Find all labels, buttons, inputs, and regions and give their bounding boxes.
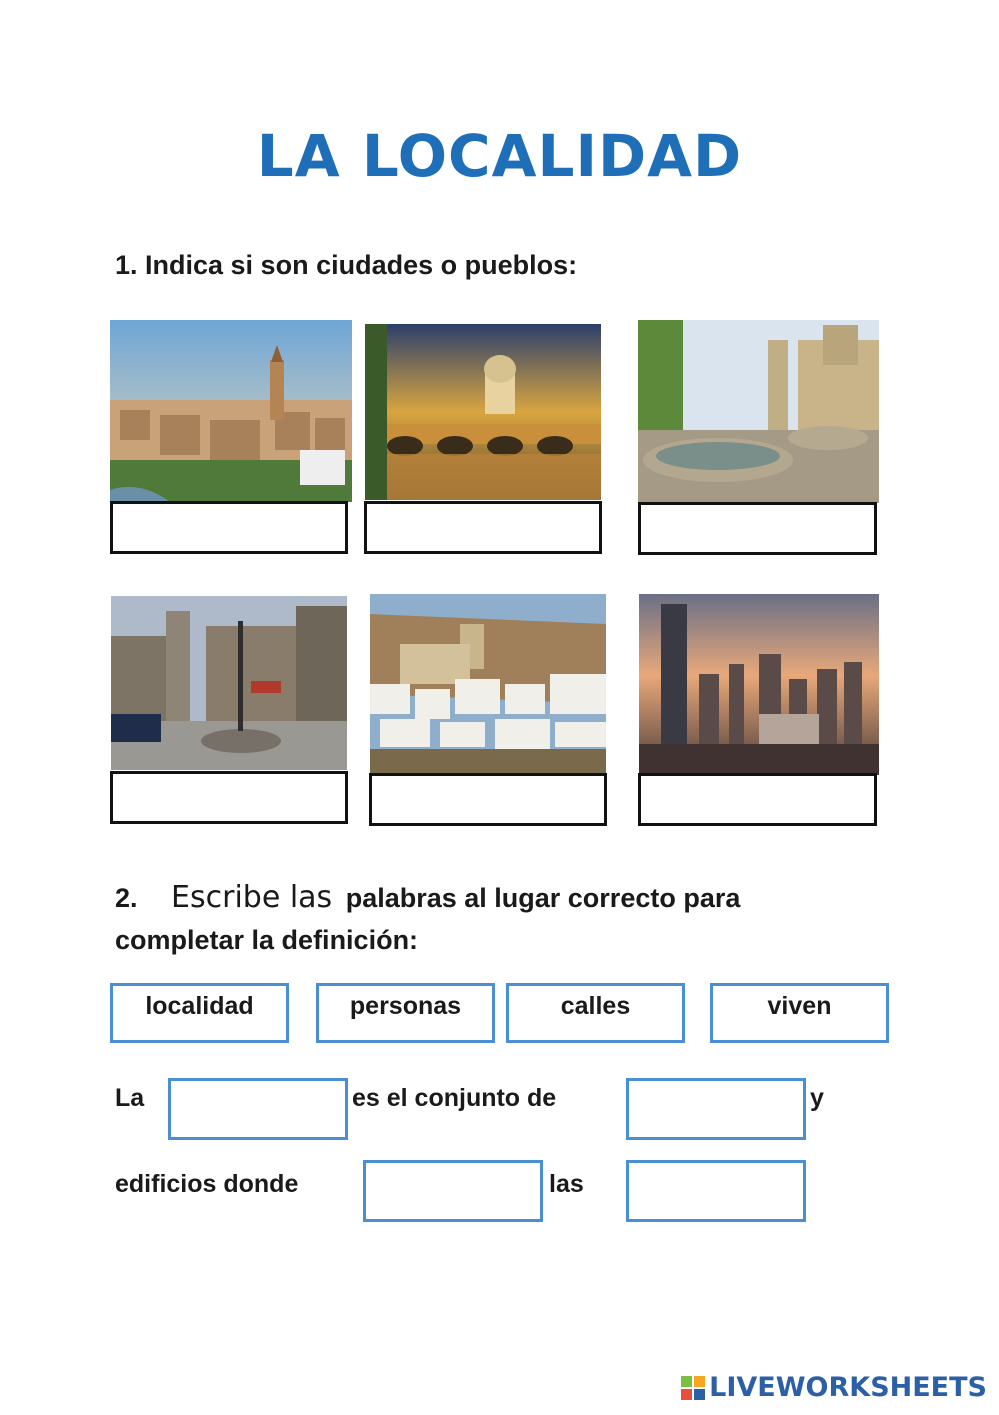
word-chip-viven[interactable]: viven: [710, 983, 889, 1043]
word-chip-localidad[interactable]: localidad: [110, 983, 289, 1043]
word-chip-calles[interactable]: calles: [506, 983, 685, 1043]
city-panorama-image: [110, 320, 352, 502]
village-fountain-image: [638, 320, 879, 503]
sentence-phrase-edificios: edificios donde: [115, 1170, 299, 1198]
answer-box-6[interactable]: [638, 773, 877, 826]
sentence-phrase-conjunto: es el conjunto de: [352, 1084, 557, 1112]
sentence-word-las: las: [549, 1170, 584, 1198]
question-2-number: 2.: [115, 883, 138, 913]
blank-box-3[interactable]: [363, 1160, 543, 1222]
hillside-town-image: [370, 594, 606, 774]
skyline-sunset-image: [639, 594, 879, 775]
blank-box-2[interactable]: [626, 1078, 806, 1140]
sentence-word-y: y: [810, 1084, 824, 1112]
word-chip-personas[interactable]: personas: [316, 983, 495, 1043]
blank-box-1[interactable]: [168, 1078, 348, 1140]
sentence-word-la: La: [115, 1084, 145, 1112]
answer-box-3[interactable]: [638, 502, 877, 555]
answer-box-4[interactable]: [110, 771, 348, 824]
liveworksheets-logo: [681, 1372, 987, 1403]
liveworksheets-logo-text: LIVEWORKSHEETS: [709, 1372, 987, 1403]
question-2-heading: [115, 880, 895, 915]
question-1-heading: 1. Indica si son ciudades o pueblos:: [115, 250, 578, 280]
liveworksheets-logo-icon: [681, 1376, 705, 1400]
village-square-image: [111, 596, 347, 770]
question-2-heading-rest: palabras al lugar correcto para: [345, 883, 741, 913]
question-2-lead: Escribe las: [171, 880, 333, 915]
question-2-heading-line2: completar la definición:: [115, 925, 419, 955]
answer-box-1[interactable]: [110, 501, 348, 554]
answer-box-5[interactable]: [369, 773, 607, 826]
blank-box-4[interactable]: [626, 1160, 806, 1222]
answer-box-2[interactable]: [364, 501, 602, 554]
river-bridge-night-image: [365, 324, 601, 500]
page-title: LA LOCALIDAD: [256, 122, 743, 190]
